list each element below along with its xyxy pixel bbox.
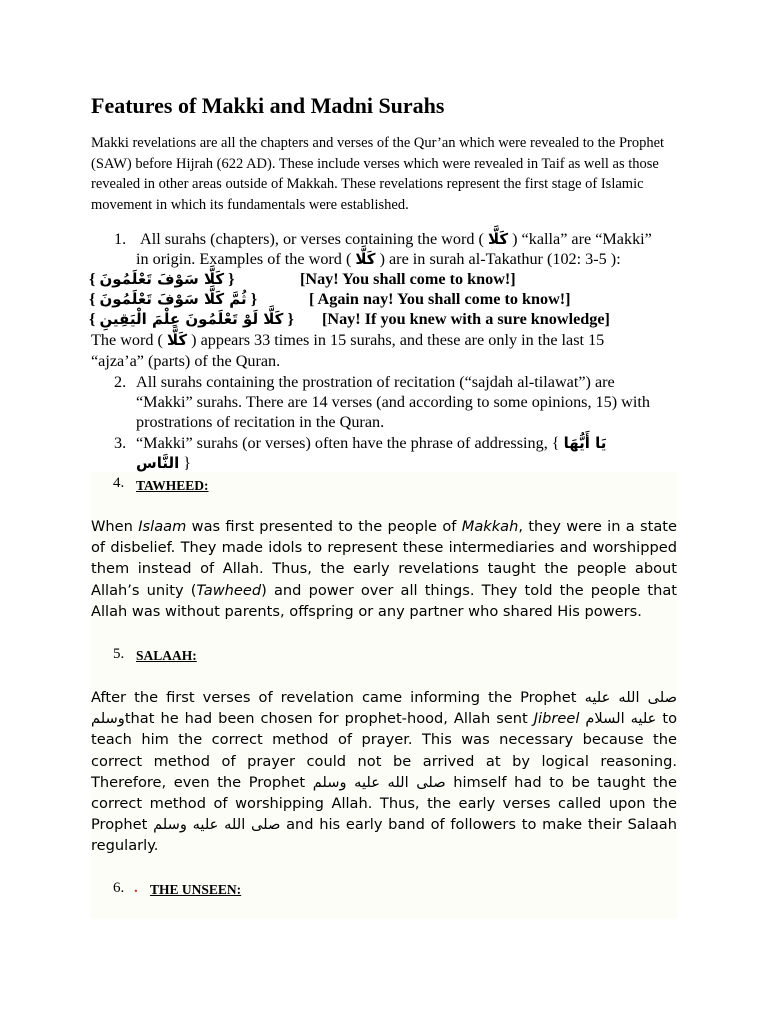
ya-ayyuha-arabic: يَا أَيُّهَا bbox=[563, 434, 607, 452]
verse-arabic-3: { كَلَّا لَوْ تَعْلَمُونَ عِلْمَ الْيَقِينِ } bbox=[89, 310, 294, 328]
item1-line1 bbox=[140, 229, 652, 250]
an-nas-arabic: النَّاس bbox=[136, 454, 180, 472]
item4-number: 4. bbox=[113, 475, 125, 491]
kalla-note-line2: “ajza’a” (parts) of the Quran. bbox=[91, 352, 281, 370]
kalla-word: كَلَّا bbox=[355, 250, 376, 268]
item1-line1-text-a: All surahs (chapters), or verses containing the word ( bbox=[140, 230, 484, 248]
salaah-heading: SALAAH: bbox=[136, 648, 197, 663]
kalla-note-line1: The word ( كَلَّا ) appears 33 times in 15 surahs, and these are only in the last 15 bbox=[91, 331, 605, 349]
verse-arabic-2: { ثُمَّ كَلَّا سَوْفَ تَعْلَمُونَ } bbox=[89, 290, 258, 308]
item6-number: 6. bbox=[113, 880, 125, 896]
item6-dot: . bbox=[134, 880, 138, 896]
salaah-paragraph: After the first verses of revelation came informing the Prophet صلى الله عليه وسلمthat he had been chosen for prophet-hood, Allah sent Jibreel عليه السلام to teach him the correct method of prayer. This was necessary because the correct method of prayer could not be arrived at by logical reasoning. Therefore, even the Prophet صلى الله عليه وسلم himself had to be taught the correct method of worshipping Allah. Thus, the early verses called upon the Prophet صلى الله عليه وسلم and his early band of followers to make their Salaah regularly. bbox=[91, 689, 678, 855]
item2-line3: prostrations of recitation in the Quran. bbox=[136, 413, 385, 431]
item2-line1: All surahs containing the prostration of recitation (“sajdah al-tilawat”) are bbox=[136, 373, 615, 391]
item1-number: 1. bbox=[114, 230, 127, 248]
item2-line2: “Makki” surahs. There are 14 verses (and according to some opinions, 15) with bbox=[136, 393, 650, 411]
item1-line2-text-b: ) are in surah al-Takathur (102: 3-5 ): bbox=[379, 250, 621, 268]
verse-translation-2: [ Again nay! You shall come to know!] bbox=[309, 290, 571, 308]
item1-line1-text-b: ) “kalla” are “Makki” bbox=[512, 230, 652, 248]
verse-translation-3: [Nay! If you knew with a sure knowledge] bbox=[322, 310, 610, 328]
item3-number: 3. bbox=[114, 434, 127, 452]
verse-arabic-1: { كَلَّا سَوْفَ تَعْلَمُونَ } bbox=[89, 270, 235, 288]
tawheed-heading: TAWHEED: bbox=[136, 478, 209, 493]
verse-translation-1: [Nay! You shall come to know!] bbox=[300, 270, 516, 288]
item2-number: 2. bbox=[114, 373, 127, 391]
item3-line2: النَّاس } bbox=[136, 454, 192, 472]
kalla-word: كَلَّا bbox=[487, 230, 509, 248]
kalla-word: كَلَّا bbox=[166, 331, 188, 349]
item5-number: 5. bbox=[113, 646, 125, 662]
item1-line2 bbox=[136, 249, 621, 270]
unseen-heading: THE UNSEEN: bbox=[150, 882, 242, 897]
tawheed-paragraph: When Islaam was first presented to the people of Makkah, they were in a state of disbelief. They made idols to represent these intermediaries and worshipped them instead of Allah. Thus, the early revelations taught the people about Allah’s unity (Tawheed) and power over all things. They told the people that Allah was without parents, offspring or any partner who shared His powers. bbox=[91, 518, 677, 620]
page-title: Features of Makki and Madni Surahs bbox=[91, 93, 445, 118]
item1-line2-text-a: in origin. Examples of the word ( bbox=[136, 250, 352, 268]
intro-paragraph: Makki revelations are all the chapters and verses of the Qur’an which were revealed to the Prophet (SAW) before Hijrah (622 AD). These include verses which were revealed in Taif as well as those revealed in other areas outside of Makkah. These revelations represent the first stage of Islamic movement in which its fundamentals were established. bbox=[91, 135, 665, 214]
item3-line1: “Makki” surahs (or verses) often have the phrase of addressing, { يَا أَيُّهَا bbox=[136, 434, 607, 452]
